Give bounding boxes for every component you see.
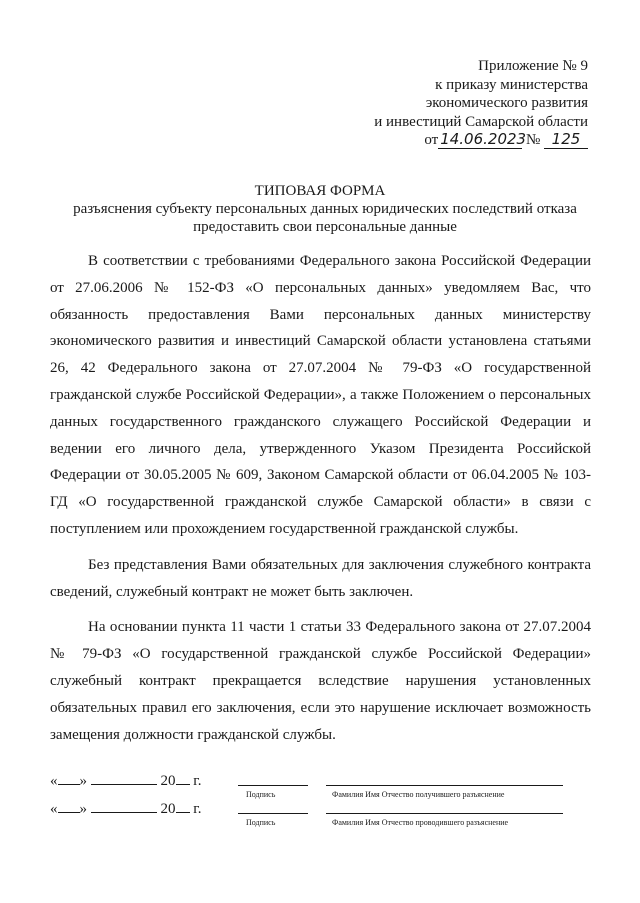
order-date-handwritten: 14.06.2023 (440, 130, 527, 149)
signature-row-explainer (50, 798, 591, 830)
number-sign: № (525, 132, 541, 149)
year-blank[interactable] (176, 770, 190, 785)
year-blank[interactable] (176, 798, 190, 813)
date-fill-1 (50, 770, 201, 790)
month-blank[interactable] (91, 770, 157, 785)
paragraph-termination: На основании пункта 11 части 1 статьи 33 Федерального закона от 27.07.2004 № 79-ФЗ «О государственной гражданской службе Российской Федерации» служебный контракт прекращается вследствие нарушения установленных обязательных правил его заключения, если это нарушение исключает возможность замещения должности гражданской службы. (50, 619, 591, 743)
year-suffix: г. (193, 773, 202, 789)
quote-close: » (79, 801, 87, 817)
full-name-caption: Фамилия Имя Отчество проводившего разъяснение (332, 818, 509, 827)
signature-line[interactable] (238, 813, 308, 814)
appendix-line-2: к приказу министерства (435, 76, 588, 93)
day-blank[interactable] (58, 770, 80, 785)
full-name-caption: Фамилия Имя Отчество получившего разъяснение (332, 790, 505, 799)
appendix-line-4: и инвестиций Самарской области (374, 113, 588, 130)
quote-open: « (50, 773, 58, 789)
day-blank[interactable] (58, 798, 80, 813)
full-name-line[interactable] (326, 813, 563, 814)
month-blank[interactable] (91, 798, 157, 813)
signature-line[interactable] (238, 785, 308, 786)
order-number-handwritten: 125 (544, 131, 588, 149)
full-name-line[interactable] (326, 785, 563, 786)
order-date-line (348, 131, 588, 150)
year-prefix: 20 (160, 773, 176, 789)
year-suffix: г. (193, 801, 202, 817)
signature-caption: Подпись (246, 818, 276, 827)
appendix-header (348, 57, 588, 150)
paragraph-legal-basis: В соответствии с требованиями Федерального закона Российской Федерации от 27.06.2006 № 152-ФЗ «О персональных данных» уведомляем Вас, что обязанность предоставления Вами персональных данных министерству экономического развития и инвестиций Самарской области установлена статьями 26, 42 Федерального закона от 27.07.2004 № 79-ФЗ «О государственной гражданской службе Российской Федерации», а также Положением о персональных данных государственного гражданского служащего Российской Федерации и ведении его личного дела, утвержденного Указом Президента Российской Федерации от 30.05.2005 № 609, Законом Самарской области от 06.04.2005 № 103-ГД «О государственной гражданской службе Самарской области» в связи с поступлением или прохождением государственной гражданской службы. (50, 253, 591, 537)
year-prefix: 20 (160, 801, 176, 817)
paragraph-consequence: Без представления Вами обязательных для заключения служебного контракта сведений, служебный контракт не может быть заключен. (50, 556, 591, 600)
form-subtitle: разъяснения субъекту персональных данных юридических последствий отказа предоставить свои персональные данные (73, 201, 577, 235)
document-body (50, 248, 591, 757)
appendix-line-3: экономического развития (425, 95, 588, 112)
appendix-line-1: Приложение № 9 (478, 58, 588, 74)
form-title: ТИПОВАЯ ФОРМА (254, 183, 386, 199)
date-prefix: от (424, 132, 439, 149)
date-fill-2 (50, 798, 201, 818)
quote-close: » (79, 773, 87, 789)
signature-caption: Подпись (246, 790, 276, 799)
quote-open: « (50, 801, 58, 817)
